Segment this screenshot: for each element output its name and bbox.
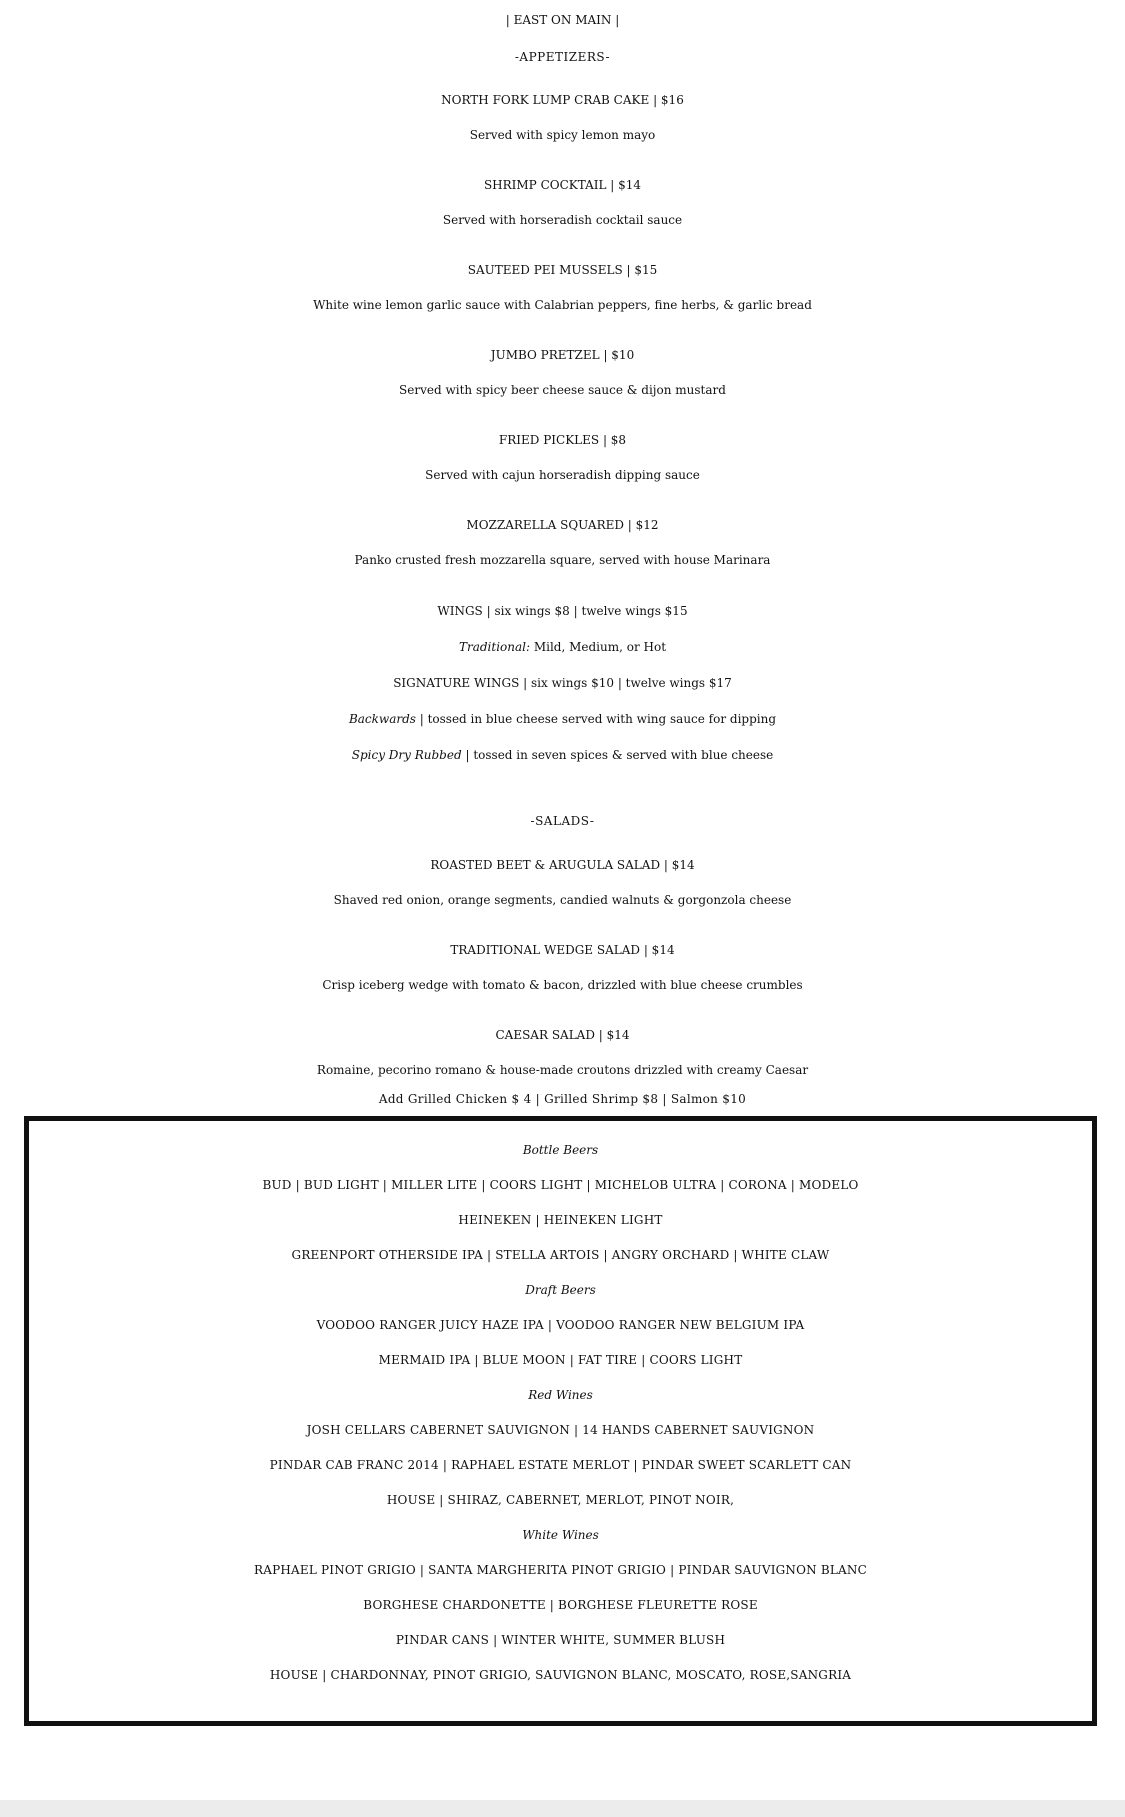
menu-item-mozzarella xyxy=(0,508,1125,578)
wings-prices: WINGS | six wings $8 | twelve wings $15 xyxy=(437,604,688,618)
salad-addon-prices: Add Grilled Chicken $ 4 | Grilled Shrimp $8 | Salmon $10 xyxy=(378,1092,747,1106)
drinks-list xyxy=(29,1133,1092,1693)
bottle-beers-heading: Bottle Beers xyxy=(522,1143,599,1157)
traditional-label: Traditional: xyxy=(458,640,531,654)
item-description: Panko crusted fresh mozzarella square, served with house Marinara xyxy=(354,553,771,567)
item-description: Served with horseradish cocktail sauce xyxy=(442,213,683,227)
drink-line: JOSH CELLARS CABERNET SAUVIGNON | 14 HANDS CABERNET SAUVIGNON xyxy=(306,1423,815,1437)
draft-beers-heading: Draft Beers xyxy=(525,1283,596,1297)
white-wines-heading: White Wines xyxy=(522,1528,599,1542)
drink-line: PINDAR CANS | WINTER WHITE, SUMMER BLUSH xyxy=(395,1633,726,1647)
drink-line: MERMAID IPA | BLUE MOON | FAT TIRE | COORS LIGHT xyxy=(378,1353,743,1367)
menu-item-beet-salad xyxy=(0,848,1125,918)
appetizers-heading: -APPETIZERS- xyxy=(514,50,611,64)
item-description: Served with spicy lemon mayo xyxy=(469,128,656,142)
backwards-label: Backwards xyxy=(348,712,416,726)
item-description: Shaved red onion, orange segments, candied walnuts & gorgonzola cheese xyxy=(333,893,792,907)
item-name: JUMBO PRETZEL | $10 xyxy=(490,348,635,362)
menu-item-wings xyxy=(0,593,1125,773)
drink-line: HEINEKEN | HEINEKEN LIGHT xyxy=(458,1213,663,1227)
menu-item-crab-cake xyxy=(0,83,1125,153)
menu-item-wedge-salad xyxy=(0,933,1125,1003)
signature-wings-prices: SIGNATURE WINGS | six wings $10 | twelve wings $17 xyxy=(393,676,732,690)
item-description: Crisp iceberg wedge with tomato & bacon, drizzled with blue cheese crumbles xyxy=(322,978,803,992)
item-name: CAESAR SALAD | $14 xyxy=(495,1028,630,1042)
drink-line: BUD | BUD LIGHT | MILLER LITE | COORS LIGHT | MICHELOB ULTRA | CORONA | MODELO xyxy=(262,1178,859,1192)
item-name: FRIED PICKLES | $8 xyxy=(498,433,627,447)
drink-line: HOUSE | CHARDONNAY, PINOT GRIGIO, SAUVIGNON BLANC, MOSCATO, ROSE,SANGRIA xyxy=(269,1668,852,1682)
item-description: Served with spicy beer cheese sauce & dijon mustard xyxy=(399,383,726,397)
spicy-dry-rubbed-wings xyxy=(0,737,1125,773)
drink-line: RAPHAEL PINOT GRIGIO | SANTA MARGHERITA PINOT GRIGIO | PINDAR SAUVIGNON BLANC xyxy=(253,1563,868,1577)
drink-line: VOODOO RANGER JUICY HAZE IPA | VOODOO RANGER NEW BELGIUM IPA xyxy=(316,1318,805,1332)
traditional-text: Mild, Medium, or Hot xyxy=(530,640,667,654)
drinks-box xyxy=(24,1116,1097,1726)
drink-line: PINDAR CAB FRANC 2014 | RAPHAEL ESTATE MERLOT | PINDAR SWEET SCARLETT CAN xyxy=(269,1458,852,1472)
item-name: ROASTED BEET & ARUGULA SALAD | $14 xyxy=(430,858,695,872)
item-description: Served with cajun horseradish dipping sauce xyxy=(425,468,700,482)
traditional-wings xyxy=(0,629,1125,665)
item-name: SAUTEED PEI MUSSELS | $15 xyxy=(467,263,658,277)
menu-item-pretzel xyxy=(0,338,1125,408)
red-wines-heading: Red Wines xyxy=(528,1388,593,1402)
appetizers-list xyxy=(0,83,1125,773)
bottom-margin xyxy=(0,1800,1125,1817)
item-description: Romaine, pecorino romano & house-made croutons drizzled with creamy Caesar xyxy=(316,1063,809,1077)
restaurant-name: | EAST ON MAIN | xyxy=(505,13,620,27)
backwards-wings xyxy=(0,701,1125,737)
item-name: TRADITIONAL WEDGE SALAD | $14 xyxy=(450,943,675,957)
spicy-label: Spicy Dry Rubbed xyxy=(351,748,462,762)
drink-line: HOUSE | SHIRAZ, CABERNET, MERLOT, PINOT NOIR, xyxy=(386,1493,735,1507)
salads-heading: -SALADS- xyxy=(530,814,595,828)
item-name: SHRIMP COCKTAIL | $14 xyxy=(483,178,642,192)
item-name: NORTH FORK LUMP CRAB CAKE | $16 xyxy=(441,93,684,107)
menu-item-mussels xyxy=(0,253,1125,323)
item-name: MOZZARELLA SQUARED | $12 xyxy=(466,518,659,532)
drink-line: BORGHESE CHARDONETTE | BORGHESE FLEURETTE ROSE xyxy=(363,1598,758,1612)
menu-item-fried-pickles xyxy=(0,423,1125,493)
backwards-text: | tossed in blue cheese served with wing sauce for dipping xyxy=(415,712,777,726)
spicy-text: | tossed in seven spices & served with blue cheese xyxy=(461,748,774,762)
item-description: White wine lemon garlic sauce with Calabrian peppers, fine herbs, & garlic bread xyxy=(313,298,812,312)
menu-item-caesar-salad xyxy=(0,1018,1125,1088)
drink-line: GREENPORT OTHERSIDE IPA | STELLA ARTOIS | ANGRY ORCHARD | WHITE CLAW xyxy=(291,1248,830,1262)
menu-item-shrimp-cocktail xyxy=(0,168,1125,238)
salads-list xyxy=(0,848,1125,1110)
